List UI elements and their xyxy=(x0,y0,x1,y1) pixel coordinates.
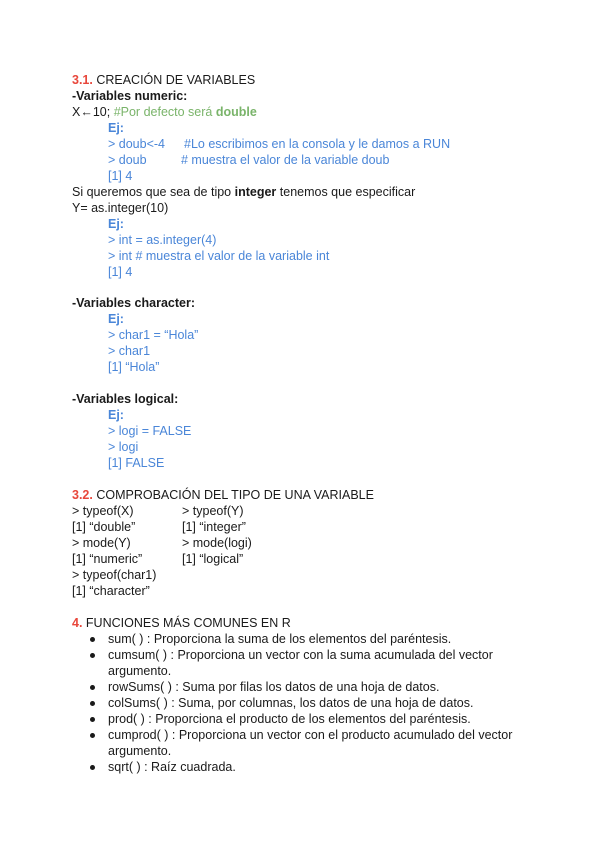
code-line: > mode(Y) xyxy=(72,536,131,550)
bullet-icon xyxy=(90,717,95,722)
list-item-continuation: argumento. xyxy=(108,744,172,758)
code-output: [1] “character” xyxy=(72,584,150,598)
list-item-continuation: argumento. xyxy=(108,664,172,678)
code-comment: # muestra el valor de la variable doub xyxy=(181,153,390,167)
code-comment: #Lo escribimos en la consola y le damos a RUN xyxy=(184,137,451,151)
list-item: sqrt( ) : Raíz cuadrada. xyxy=(108,760,236,774)
list-item: prod( ) : Proporciona el producto de los elementos del paréntesis. xyxy=(108,712,471,726)
code-output: [1] FALSE xyxy=(108,456,165,470)
bullet-icon xyxy=(90,733,95,738)
code-line: > char1 xyxy=(108,344,151,358)
list-item: sum( ) : Proporciona la suma de los elementos del paréntesis. xyxy=(108,632,452,646)
example-label: Ej: xyxy=(108,121,124,135)
code-output: [1] 4 xyxy=(108,169,133,183)
code-comment: #Por defecto será xyxy=(110,105,216,119)
code-output: [1] 4 xyxy=(108,265,133,279)
character-heading: -Variables character: xyxy=(72,296,195,310)
section-number: 3.1. xyxy=(72,73,93,87)
code-line: > logi = FALSE xyxy=(108,424,192,438)
code-line: > char1 = “Hola” xyxy=(108,328,199,342)
section-title: CREACIÓN DE VARIABLES xyxy=(92,73,256,87)
section-3-1-heading xyxy=(72,72,255,88)
bullet-icon xyxy=(90,653,95,658)
numeric-assign-line xyxy=(72,104,257,120)
text: tenemos que especificar xyxy=(276,185,416,199)
list-item: rowSums( ) : Suma por filas los datos de una hoja de datos. xyxy=(108,680,440,694)
code-text: X←10; xyxy=(72,105,111,119)
example-label: Ej: xyxy=(108,312,124,326)
code-output: [1] “integer” xyxy=(182,520,246,534)
section-4-heading xyxy=(72,615,291,631)
example-label: Ej: xyxy=(108,217,124,231)
numeric-heading: -Variables numeric: xyxy=(72,89,188,103)
list-item: cumsum( ) : Proporciona un vector con la suma acumulada del vector xyxy=(108,648,493,662)
code-line: > doub<-4 xyxy=(108,137,165,151)
bullet-icon xyxy=(90,685,95,690)
example-label: Ej: xyxy=(108,408,124,422)
code-output: [1] “numeric” xyxy=(72,552,143,566)
text-bold: integer xyxy=(234,185,277,199)
code-line: > typeof(Y) xyxy=(182,504,244,518)
code-output: [1] “Hola” xyxy=(108,360,160,374)
section-3-2-heading xyxy=(72,487,374,503)
list-item: colSums( ) : Suma, por columnas, los datos de una hoja de datos. xyxy=(108,696,474,710)
text: Si queremos que sea de tipo xyxy=(72,185,235,199)
section-number: 3.2. xyxy=(72,488,93,502)
bullet-icon xyxy=(90,765,95,770)
list-item: cumprod( ) : Proporciona un vector con el producto acumulado del vector xyxy=(108,728,513,742)
code-output: [1] “double” xyxy=(72,520,136,534)
code-line: > logi xyxy=(108,440,139,454)
code-line: > typeof(X) xyxy=(72,504,134,518)
logical-heading: -Variables logical: xyxy=(72,392,179,406)
integer-note xyxy=(72,184,415,200)
code-line: > int # muestra el valor de la variable int xyxy=(108,249,330,263)
section-number: 4. xyxy=(72,616,83,630)
bullet-icon xyxy=(90,701,95,706)
bullet-icon xyxy=(90,637,95,642)
code-comment-bold: double xyxy=(215,105,257,119)
code-line: > mode(logi) xyxy=(182,536,252,550)
code-output: [1] “logical” xyxy=(182,552,244,566)
code-line: > doub xyxy=(108,153,147,167)
code-line: > int = as.integer(4) xyxy=(108,233,217,247)
section-title: FUNCIONES MÁS COMUNES EN R xyxy=(82,616,291,630)
section-title: COMPROBACIÓN DEL TIPO DE UNA VARIABLE xyxy=(92,488,374,502)
code-line: > typeof(char1) xyxy=(72,568,157,582)
integer-line: Y= as.integer(10) xyxy=(72,201,169,215)
